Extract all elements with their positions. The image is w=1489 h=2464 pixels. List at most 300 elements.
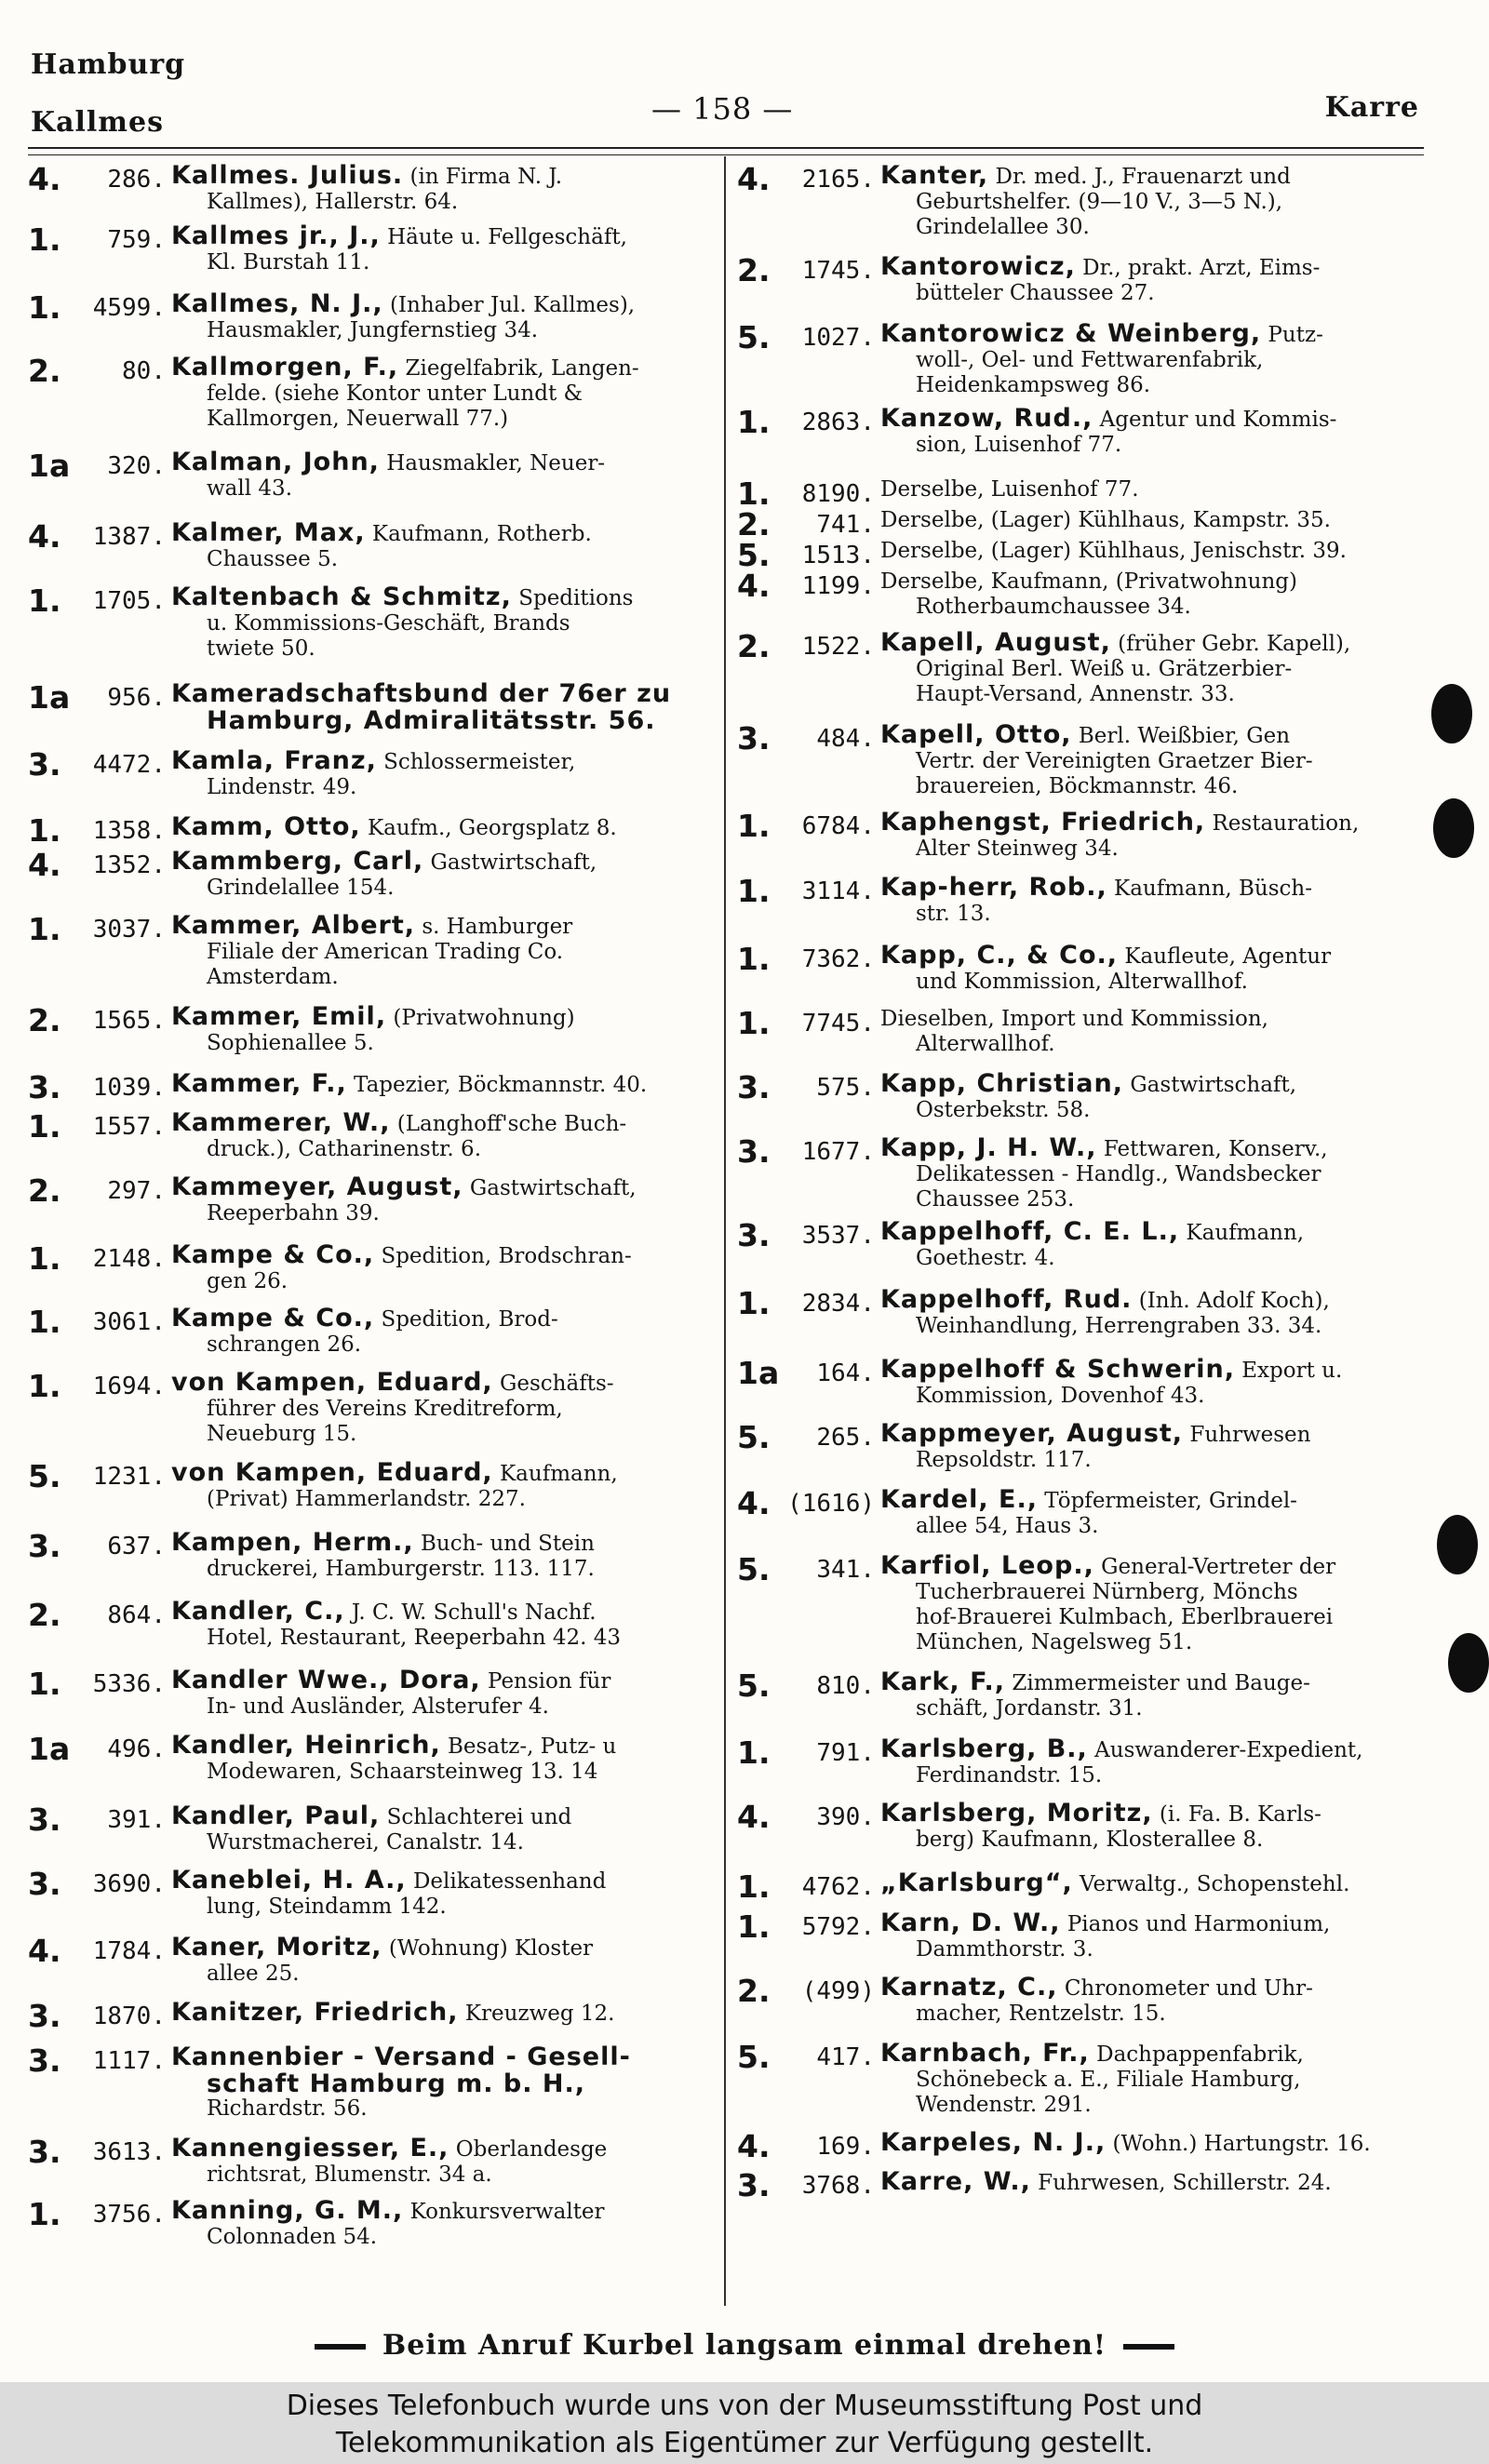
binding-hole (1437, 1515, 1478, 1574)
listing-entry (28, 1242, 728, 1306)
listing-detail: Derselbe, Kaufmann, (Privatwohnung) (880, 569, 1297, 594)
phone-number: 341. (816, 1556, 875, 1584)
listing-first-line (880, 161, 1291, 190)
listing-text (875, 477, 1442, 502)
subscriber-name: „Karlsburg“, (880, 1868, 1073, 1897)
listing-first-line (171, 746, 576, 775)
listing-text (875, 2130, 1442, 2157)
phone-number: 496. (107, 1735, 166, 1763)
listing-text (166, 814, 728, 841)
exchange-code: 1. (737, 873, 771, 909)
listing-text (875, 1736, 1442, 1788)
subscriber-name: Kallmes, N. J., (171, 289, 383, 318)
exchange-code: 2. (28, 353, 61, 389)
subscriber-name: Kaphengst, Friedrich, (880, 808, 1206, 837)
listing-first-line (880, 1069, 1297, 1098)
listing-entry (28, 681, 728, 748)
phone-number: 3768. (801, 2172, 875, 2200)
listing-number (28, 289, 166, 326)
listing-number (737, 2167, 875, 2203)
listing-text (875, 1007, 1442, 1057)
listing-entry (737, 1553, 1442, 1669)
listing-first-line (880, 1485, 1297, 1514)
exchange-code: 5. (737, 319, 771, 355)
exchange-code: 3. (737, 1069, 771, 1105)
listing-number (737, 252, 875, 288)
listing-number (737, 319, 875, 355)
listing-number (28, 2042, 166, 2079)
listing-entry (737, 1801, 1442, 1870)
exchange-code: 4. (737, 161, 771, 197)
listing-text (166, 1733, 728, 1785)
listing-number (28, 679, 166, 716)
phone-number: 7745. (801, 1010, 875, 1038)
listing-text (875, 1219, 1442, 1271)
listing-entry (737, 810, 1442, 875)
phone-number: 864. (107, 1601, 166, 1629)
exchange-code: 1a (28, 1731, 71, 1767)
binding-hole (1433, 798, 1474, 858)
listing-text (166, 449, 728, 502)
provenance-bar (0, 2382, 1489, 2464)
phone-number: 286. (107, 166, 166, 194)
listing-continuation: richtsrat, Blumenstr. 34 a. (207, 2163, 492, 2187)
listing-text (166, 1530, 728, 1582)
listing-first-line (171, 1731, 617, 1760)
listing-continuation: Ferdinandstr. 15. (916, 1763, 1103, 1788)
exchange-code: 5. (28, 1458, 61, 1494)
listing-detail: (in Firma N. J. (409, 165, 563, 189)
listing-number (28, 221, 166, 258)
listing-first-line (880, 1799, 1321, 1828)
listing-first-line (880, 1355, 1343, 1384)
listing-detail: (Inhaber Jul. Kallmes), (389, 293, 636, 317)
listing-text (166, 1803, 728, 1855)
listing-detail: Schlachterei und (386, 1805, 572, 1829)
listing-first-line (880, 2128, 1371, 2157)
listing-entry (28, 1667, 728, 1733)
listing-continuation: Hotel, Restaurant, Reeperbahn 42. 43 (207, 1626, 622, 1650)
listing-number (737, 1419, 875, 1455)
listing-first-line (171, 2134, 608, 2163)
listing-number (737, 475, 875, 512)
listing-text (875, 1910, 1442, 1962)
exchange-code: 4. (28, 1933, 61, 1969)
listing-number (28, 746, 166, 783)
listing-text (875, 321, 1442, 398)
listing-detail: (Wohn.) Hartungstr. 16. (1112, 2132, 1371, 2156)
subscriber-name: Kanzow, Rud., (880, 404, 1093, 433)
listing-number (737, 1551, 875, 1587)
subscriber-name: Kappelhoff, Rud. (880, 1285, 1133, 1314)
listing-text (875, 508, 1442, 533)
exchange-code: 2. (28, 1597, 61, 1633)
listing-detail: s. Hamburger (422, 915, 573, 939)
listing-text (875, 569, 1442, 620)
listing-text (166, 2044, 728, 2122)
listing-entry (737, 1287, 1442, 1357)
listing-number (737, 941, 875, 977)
listing-number (737, 1005, 875, 1041)
listing-entry (737, 569, 1442, 630)
listing-continuation: Reeperbahn 39. (207, 1201, 380, 1225)
phone-number: 320. (107, 452, 166, 480)
listing-number (737, 1973, 875, 2009)
listing-detail: (Langhoff'sche Buch- (396, 1112, 627, 1136)
listing-text (166, 849, 728, 901)
listing-detail: Pianos und Harmonium, (1066, 1912, 1331, 1936)
listing-number (28, 1002, 166, 1038)
listing-entry (737, 2130, 1442, 2169)
listing-detail: Geschäfts- (500, 1372, 614, 1396)
phone-number: 1027. (801, 324, 875, 352)
exchange-code: 3. (737, 1217, 771, 1253)
phone-number: 80. (122, 357, 166, 385)
header-rule (28, 147, 1424, 149)
listing-entry (28, 913, 728, 1004)
listing-text (166, 291, 728, 343)
exchange-code: 4. (737, 568, 771, 604)
listing-detail: Besatz-, Putz- u (448, 1734, 617, 1759)
listing-detail: Dachpappenfabrik, (1096, 2042, 1304, 2067)
listing-detail: (Wohnung) Kloster (388, 1936, 594, 1961)
phone-number: 3756. (92, 2201, 166, 2229)
phone-number: 164. (816, 1359, 875, 1387)
listing-number (737, 1908, 875, 1945)
listing-first-line (880, 404, 1337, 433)
phone-number: 484. (816, 725, 875, 753)
listing-first-line (171, 1368, 614, 1397)
listing-first-line (171, 1597, 597, 1626)
phone-number: 1677. (801, 1138, 875, 1166)
listing-detail: Chronometer und Uhr- (1064, 1976, 1313, 2001)
listing-text (166, 913, 728, 990)
listing-text (166, 1667, 728, 1720)
listing-continuation: brauereien, Böckmannstr. 46. (916, 774, 1239, 798)
listing-entry (737, 630, 1442, 722)
listing-continuation: druck.), Catharinenstr. 6. (207, 1137, 482, 1161)
phone-number: 1513. (801, 542, 875, 569)
listing-text (166, 2000, 728, 2027)
listing-text (875, 1357, 1442, 1409)
listing-detail: Auswanderer-Expedient, (1094, 1738, 1363, 1762)
exchange-code: 1a (28, 679, 71, 716)
listing-continuation: Chaussee 253. (916, 1187, 1075, 1212)
listing-number (737, 537, 875, 573)
subscriber-name: Kammeyer, August, (171, 1172, 463, 1201)
exchange-code: 2. (28, 1002, 61, 1038)
listing-continuation: schaft Hamburg m. b. H., (207, 2069, 585, 2098)
listing-continuation: Weinhandlung, Herrengraben 33. 34. (916, 1314, 1322, 1338)
listing-detail: Speditions (518, 586, 634, 610)
listing-first-line (171, 1069, 648, 1098)
listing-continuation: Grindelallee 154. (207, 876, 395, 900)
listing-first-line (880, 319, 1323, 348)
listing-entry (28, 748, 728, 814)
listing-number (28, 1172, 166, 1209)
listing-entry (737, 1071, 1442, 1135)
exchange-code: 2. (737, 506, 771, 542)
listing-text (166, 1935, 728, 1987)
phone-number: 169. (816, 2133, 875, 2161)
listing-number (737, 568, 875, 604)
exchange-code: 5. (737, 2039, 771, 2075)
listing-text (875, 630, 1442, 707)
exchange-code: 1. (737, 1868, 771, 1905)
phone-number: 6784. (801, 812, 875, 840)
subscriber-name: Kapp, J. H. W., (880, 1133, 1097, 1162)
listing-continuation: Kl. Burstah 11. (207, 250, 370, 275)
phone-number: 1387. (92, 523, 166, 551)
listing-first-line (171, 221, 627, 250)
listing-number (737, 1285, 875, 1321)
listing-text (875, 810, 1442, 862)
listing-continuation: str. 13. (916, 902, 991, 926)
listing-first-line (171, 1240, 632, 1269)
phone-number: 759. (107, 226, 166, 254)
listing-number (737, 1734, 875, 1771)
subscriber-name: von Kampen, Eduard, (171, 1458, 493, 1487)
subscriber-name: Kapp, Christian, (880, 1069, 1123, 1098)
listing-detail: Derselbe, Luisenhof 77. (880, 477, 1139, 502)
listing-text (875, 1421, 1442, 1473)
header-last-name: Karre (1324, 91, 1419, 124)
listing-detail: Gastwirtschaft, (1130, 1073, 1297, 1097)
phone-number: 1358. (92, 817, 166, 845)
exchange-code: 4. (28, 847, 61, 883)
phone-number: 4599. (92, 294, 166, 322)
listing-text (875, 1870, 1442, 1897)
subscriber-name: Kalman, John, (171, 448, 380, 476)
listing-continuation: führer des Vereins Kreditreform, (207, 1397, 563, 1421)
listing-first-line (171, 353, 639, 382)
binding-hole (1431, 684, 1472, 743)
listing-number (28, 1528, 166, 1564)
listing-entry (28, 2136, 728, 2198)
subscriber-name: Karn, D. W., (880, 1908, 1061, 1937)
listing-first-line (171, 812, 617, 841)
listing-first-line (171, 911, 573, 940)
exchange-code: 5. (737, 1551, 771, 1587)
listing-number (737, 506, 875, 542)
listing-first-line (880, 1908, 1331, 1937)
subscriber-name: Kark, F., (880, 1667, 1006, 1696)
listing-detail: Kaufmann, (500, 1462, 618, 1486)
listing-entry (737, 943, 1442, 1007)
listing-first-line (880, 1868, 1350, 1897)
subscriber-name: Kannenbier - Versand - Gesell- (171, 2042, 631, 2071)
phone-number: 1522. (801, 633, 875, 661)
listing-text (166, 1174, 728, 1226)
listing-detail: Restauration, (1212, 811, 1360, 836)
subscriber-name: Kallmes. Julius. (171, 161, 404, 190)
exchange-code: 1. (28, 911, 61, 947)
phone-number: 1784. (92, 1937, 166, 1965)
listing-entry (28, 2198, 728, 2254)
listing-number (28, 161, 166, 197)
listing-entry (28, 2044, 728, 2136)
listing-entry (28, 1110, 728, 1174)
subscriber-name: Kammberg, Carl, (171, 847, 424, 876)
exchange-code: 3. (28, 1528, 61, 1564)
listing-continuation: felde. (siehe Kontor unter Lundt & (207, 382, 583, 406)
phone-number: 391. (107, 1806, 166, 1834)
subscriber-name: Kammer, Albert, (171, 911, 415, 940)
listing-continuation: hof-Brauerei Kulmbach, Eberlbrauerei (916, 1605, 1334, 1629)
listing-entry (737, 406, 1442, 477)
listing-detail: (Privatwohnung) (393, 1006, 575, 1030)
exchange-code: 3. (28, 1069, 61, 1105)
phone-number: 741. (816, 511, 875, 539)
subscriber-name: Kapell, Otto, (880, 720, 1072, 749)
exchange-code: 4. (737, 1485, 771, 1521)
exchange-code: 3. (28, 1866, 61, 1902)
exchange-code: 1. (28, 1666, 61, 1702)
listing-entry (737, 506, 1442, 542)
listing-first-line (880, 628, 1351, 657)
phone-number: 1705. (92, 587, 166, 615)
phone-number: 1745. (801, 257, 875, 285)
listing-entry (737, 1910, 1442, 1975)
listing-entry (28, 1174, 728, 1242)
listing-first-line (880, 1285, 1330, 1314)
listing-detail: Derselbe, (Lager) Kühlhaus, Kampstr. 35. (880, 508, 1331, 532)
listing-first-line (880, 1217, 1305, 1246)
listing-entry (28, 1370, 728, 1460)
listing-entry (28, 449, 728, 520)
exchange-code: 4. (737, 2128, 771, 2164)
subscriber-name: Kaltenbach & Schmitz, (171, 583, 512, 611)
listing-entry (737, 875, 1442, 943)
listing-continuation: Kommission, Dovenhof 43. (916, 1384, 1205, 1408)
listing-continuation: Vertr. der Vereinigten Graetzer Bier- (916, 749, 1313, 773)
listing-detail: Häute u. Fellgeschäft, (387, 225, 627, 249)
listing-entry (737, 254, 1442, 321)
phone-number: 1352. (92, 851, 166, 879)
listing-entry (737, 1135, 1442, 1219)
listing-continuation: Kallmes), Hallerstr. 64. (207, 190, 459, 214)
subscriber-name: Karnatz, C., (880, 1973, 1058, 2002)
listing-first-line (880, 941, 1332, 970)
listing-first-line (880, 1667, 1310, 1696)
listing-continuation: Alter Steinweg 34. (916, 837, 1119, 861)
listing-continuation: Modewaren, Schaarsteinweg 13. 14 (207, 1760, 598, 1784)
listing-continuation: Osterbekstr. 58. (916, 1098, 1091, 1122)
listing-first-line (880, 569, 1297, 594)
phone-number: 3690. (92, 1870, 166, 1898)
listing-continuation: und Kommission, Alterwallhof. (916, 970, 1248, 994)
exchange-code: 1. (737, 475, 771, 512)
phone-number: 575. (816, 1074, 875, 1102)
listing-continuation: allee 25. (207, 1962, 300, 1986)
listing-continuation: berg) Kaufmann, Klosterallee 8. (916, 1828, 1264, 1852)
listing-entry (28, 584, 728, 681)
subscriber-name: Kandler, Heinrich, (171, 1731, 441, 1760)
subscriber-name: Kardel, E., (880, 1485, 1038, 1514)
listing-number (28, 448, 166, 484)
listing-entry (28, 849, 728, 913)
exchange-code: 3. (737, 720, 771, 757)
subscriber-name: Kampe & Co., (171, 1304, 375, 1332)
listing-first-line (880, 1133, 1328, 1162)
listing-text (166, 163, 728, 215)
listing-entry (28, 223, 728, 291)
listing-continuation: Wurstmacherei, Canalstr. 14. (207, 1830, 524, 1855)
listing-continuation: Original Berl. Weiß u. Grätzerbier- (916, 657, 1293, 681)
listing-number (28, 1933, 166, 1969)
listing-detail: (Inh. Adolf Koch), (1138, 1289, 1330, 1313)
phone-number: (1616) (787, 1490, 875, 1518)
listing-entry (737, 475, 1442, 512)
listing-text (875, 2169, 1442, 2196)
subscriber-name: Kamla, Franz, (171, 746, 377, 775)
listing-text (875, 254, 1442, 306)
listing-continuation: allee 54, Haus 3. (916, 1514, 1099, 1538)
listing-text (166, 2198, 728, 2250)
exchange-code: 2. (28, 1172, 61, 1209)
phone-number: 1565. (92, 1007, 166, 1035)
listing-first-line (171, 1998, 615, 2027)
phone-number: 4472. (92, 751, 166, 779)
listing-entry (737, 321, 1442, 406)
subscriber-name: Kandler Wwe., Dora, (171, 1666, 481, 1694)
listing-entry (28, 1868, 728, 1935)
listing-text (875, 163, 1442, 240)
listing-text (166, 2136, 728, 2188)
subscriber-name: Karpeles, N. J., (880, 2128, 1107, 2157)
listing-entry (28, 2000, 728, 2044)
listing-text (875, 406, 1442, 458)
phone-number: 417. (816, 2043, 875, 2071)
listing-first-line (880, 539, 1347, 563)
listing-continuation: Lindenstr. 49. (207, 775, 357, 799)
listing-first-line (171, 1866, 607, 1895)
subscriber-name: Kammerer, W., (171, 1108, 391, 1137)
listing-continuation: Grindelallee 30. (916, 215, 1090, 239)
exchange-code: 1. (737, 1005, 771, 1041)
listing-text (875, 1487, 1442, 1539)
subscriber-name: Kallmorgen, F., (171, 353, 399, 382)
exchange-code: 1. (28, 221, 61, 258)
listing-text (875, 2041, 1442, 2118)
listing-detail: Oberlandesge (455, 2137, 608, 2162)
exchange-code: 1a (28, 448, 71, 484)
left-column (28, 163, 728, 2254)
exchange-code: 1. (737, 808, 771, 844)
listing-entry (28, 355, 728, 449)
phone-number: 5336. (92, 1670, 166, 1698)
listing-first-line (880, 808, 1360, 837)
listing-detail: (i. Fa. B. Karls- (1159, 1802, 1321, 1827)
listing-entry (737, 1669, 1442, 1736)
listing-continuation: u. Kommissions-Geschäft, Brands (207, 611, 570, 636)
listing-first-line (171, 1108, 627, 1137)
listing-continuation: Goethestr. 4. (916, 1246, 1055, 1270)
listing-continuation: Wendenstr. 291. (916, 2093, 1092, 2117)
listing-number (737, 1133, 875, 1170)
listing-first-line (880, 1007, 1268, 1031)
listing-detail: Export u. (1241, 1359, 1343, 1383)
exchange-code: 1. (28, 812, 61, 849)
listing-detail: Buch- und Stein (420, 1532, 595, 1556)
subscriber-name: Kampen, Herm., (171, 1528, 414, 1557)
listing-text (875, 943, 1442, 995)
subscriber-name: Kapp, C., & Co., (880, 941, 1119, 970)
listing-first-line (880, 1419, 1311, 1448)
listing-text (166, 681, 728, 733)
exchange-code: 1. (28, 1240, 61, 1277)
listing-detail: Delikatessenhand (412, 1869, 607, 1894)
